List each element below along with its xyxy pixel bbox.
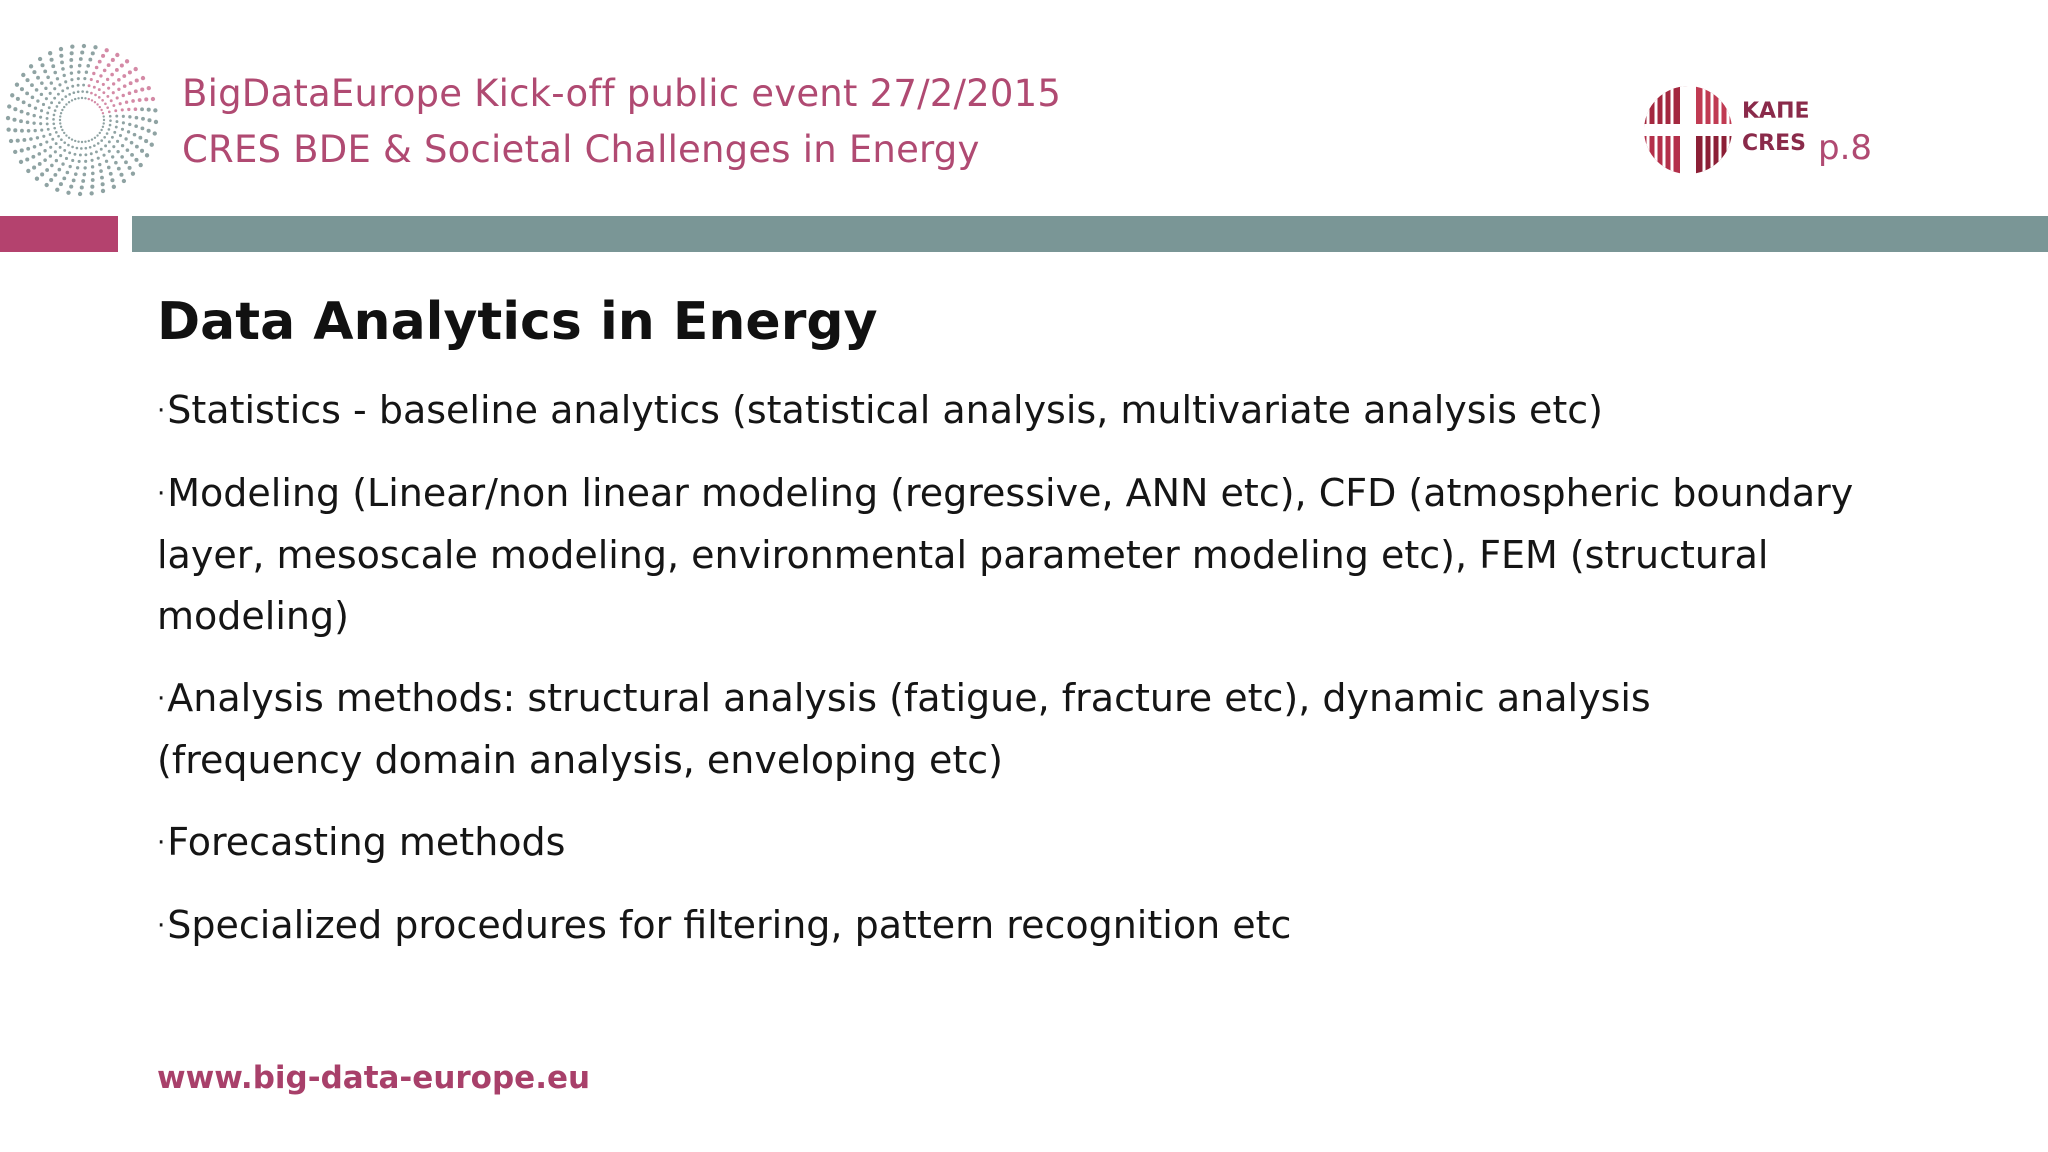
bullet-marker: · — [157, 911, 166, 941]
list-item — [157, 380, 1857, 442]
page-number: p.8 — [1818, 128, 1873, 168]
org-name-greek: ΚΑΠΕ — [1742, 99, 1810, 124]
bullet-marker: · — [157, 396, 166, 426]
slide-title: Data Analytics in Energy — [157, 292, 878, 352]
list-item — [157, 895, 1857, 957]
divider-accent-bar — [0, 216, 118, 252]
bullet-marker: · — [157, 479, 166, 509]
bullet-text: Modeling (Linear/non linear modeling (regressive, ANN etc), CFD (atmospheric boundary layer, mesoscale modeling, environmental parameter modeling etc), FEM (structural modeling) — [157, 471, 1854, 638]
bullet-marker: · — [157, 684, 166, 714]
list-item — [157, 812, 1857, 874]
event-title: BigDataEurope Kick-off public event 27/2/2015 — [182, 72, 1062, 115]
header-titles — [182, 66, 1061, 178]
event-subtitle: CRES BDE & Societal Challenges in Energy — [182, 128, 980, 171]
bullet-marker: · — [157, 828, 166, 858]
list-item — [157, 668, 1857, 791]
cres-logo-icon — [1640, 84, 1736, 176]
bullet-text: Analysis methods: structural analysis (fatigue, fracture etc), dynamic analysis (frequency domain analysis, enveloping etc) — [157, 676, 1651, 782]
dotted-spiral-logo-icon — [2, 40, 162, 200]
bullet-text: Specialized procedures for filtering, pattern recognition etc — [167, 903, 1292, 947]
bullet-list — [157, 380, 1857, 978]
divider-main-bar — [132, 216, 2048, 252]
footer-website-link[interactable]: www.big-data-europe.eu — [157, 1060, 591, 1096]
bullet-text: Forecasting methods — [167, 820, 566, 864]
list-item — [157, 463, 1857, 647]
bullet-text: Statistics - baseline analytics (statistical analysis, multivariate analysis etc) — [167, 388, 1604, 432]
org-name-latin: CRES — [1742, 131, 1806, 156]
cres-org-name — [1742, 96, 1810, 160]
